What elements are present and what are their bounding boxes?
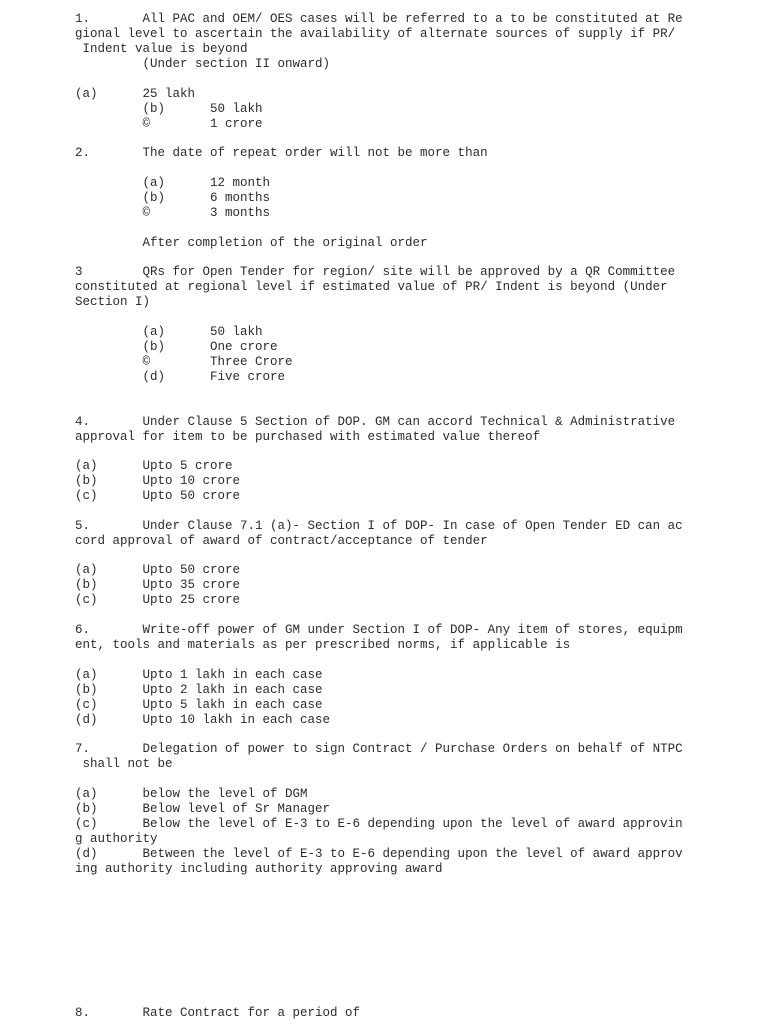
q6-option-a: (a) Upto 1 lakh in each case — [75, 668, 323, 682]
q5-option-b: (b) Upto 35 crore — [75, 578, 241, 592]
q4-option-c: (c) Upto 50 crore — [75, 489, 241, 503]
q7-option-d-line-1: (d) Between the level of E-3 to E-6 depending upon the level of award approv — [75, 847, 683, 861]
q2-option-c: © 3 months — [75, 206, 271, 220]
q2-option-a: (a) 12 month — [75, 176, 271, 190]
q6-text-line-1: 6. Write-off power of GM under Section I of DOP- Any item of stores, equipm — [75, 623, 683, 637]
q7-option-c-line-2: g authority — [75, 832, 158, 846]
q3-option-b: (b) One crore — [75, 340, 278, 354]
q7-option-c-line-1: (c) Below the level of E-3 to E-6 depending upon the level of award approvin — [75, 817, 683, 831]
q5-text-line-2: cord approval of award of contract/acceptance of tender — [75, 534, 488, 548]
q6-option-c: (c) Upto 5 lakh in each case — [75, 698, 323, 712]
q3-option-c: © Three Crore — [75, 355, 293, 369]
q4-option-b: (b) Upto 10 crore — [75, 474, 241, 488]
q3-text-line-3: Section I) — [75, 295, 151, 309]
q3-text-line-2: constituted at regional level if estimated value of PR/ Indent is beyond (Under — [75, 280, 668, 294]
q4-option-a: (a) Upto 5 crore — [75, 459, 233, 473]
q5-option-c: (c) Upto 25 crore — [75, 593, 241, 607]
q1-option-c: © 1 crore — [75, 117, 263, 131]
q5-text-line-1: 5. Under Clause 7.1 (a)- Section I of DOP- In case of Open Tender ED can ac — [75, 519, 683, 533]
q7-option-d-line-2: ing authority including authority approving award — [75, 862, 443, 876]
q2-text-line-1: 2. The date of repeat order will not be more than — [75, 146, 488, 160]
q7-text-line-2: shall not be — [75, 757, 173, 771]
q1-text-line-2: gional level to ascertain the availability of alternate sources of supply if PR/ — [75, 27, 676, 41]
q1-option-a: (a) 25 lakh — [75, 87, 196, 101]
q7-option-a: (a) below the level of DGM — [75, 787, 308, 801]
q4-text-line-2: approval for item to be purchased with estimated value thereof — [75, 430, 541, 444]
q3-option-a: (a) 50 lakh — [75, 325, 263, 339]
q1-section-note: (Under section II onward) — [75, 57, 331, 71]
q2-note: After completion of the original order — [75, 236, 428, 250]
q1-option-b: (b) 50 lakh — [75, 102, 263, 116]
q7-text-line-1: 7. Delegation of power to sign Contract / Purchase Orders on behalf of NTPC — [75, 742, 683, 756]
q8-text-line-1: 8. Rate Contract for a period of — [75, 1006, 361, 1020]
q6-option-d: (d) Upto 10 lakh in each case — [75, 713, 331, 727]
q7-option-b: (b) Below level of Sr Manager — [75, 802, 331, 816]
q3-text-line-1: 3 QRs for Open Tender for region/ site will be approved by a QR Committee — [75, 265, 676, 279]
q6-text-line-2: ent, tools and materials as per prescribed norms, if applicable is — [75, 638, 571, 652]
q1-text-line-1: 1. All PAC and OEM/ OES cases will be referred to a to be constituted at Re — [75, 12, 683, 26]
q4-text-line-1: 4. Under Clause 5 Section of DOP. GM can accord Technical & Administrative — [75, 415, 676, 429]
q6-option-b: (b) Upto 2 lakh in each case — [75, 683, 323, 697]
q1-text-line-3: Indent value is beyond — [75, 42, 248, 56]
q2-option-b: (b) 6 months — [75, 191, 271, 205]
q3-option-d: (d) Five crore — [75, 370, 286, 384]
q5-option-a: (a) Upto 50 crore — [75, 563, 241, 577]
